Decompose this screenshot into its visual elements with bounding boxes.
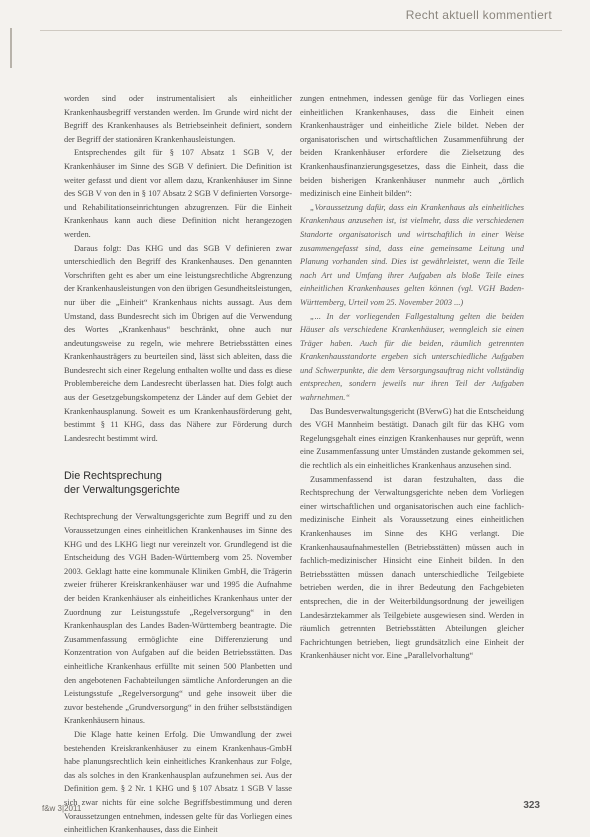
body-paragraph: Rechtsprechung der Verwaltungsgerichte zum Begriff und zu den Voraussetzungen eines einheitlichen Krankenhauses im Sinne des KHG und des LKHG liegt nur vereinzelt vor. Grundlegend ist die Entscheidung des VGH Baden-Württemberg vom 25. November 2003. Geklagt hatte eine kommunale Kliniken GmbH, die Trägerin zweier früherer Kreiskrankenhäuser war und 1995 die Aufnahme der beiden Krankenhäuser als einheitliches Krankenhaus unter der Zuordnung zur Leistungsstufe „Regelversorgung“ in den Krankenhausplan des Landes Baden-Württemberg beantragte. Die Zusammenfassung ermöglichte eine Differenzierung und Konzentration von Aufgaben auf die beiden Betriebsstätten. Das einheitliche Krankenhaus erfüllte mit seinen 500 Planbetten und den angebotenen Fachabteilungen sämtliche Anforderungen an die Leistungsstufe „Regelversorgung“ und gehe insoweit über die zuvor bestehende „Grundversorgung“ in den früher selbstständigen Krankenhäusern hinaus. (64, 512, 292, 726)
body-paragraph: Zusammenfassend ist daran festzuhalten, dass die Rechtsprechung der Verwaltungsgerichte neben dem Vorliegen einer wirtschaftlichen und organisatorischen auch eine fachlich-medizinische Einheit als Voraussetzung eines einheitlichen Krankenhauses im Sinne des KHG verlangt. Die Krankenhausaufnahmestellen (Betriebsstätten) müssen auch in fachlich-medizinischer Hinsicht eine Einheit bilden. In den Betriebsstätten müssen danach unterschiedliche Teilgebiete betrieben werden, die in ihrer Bedeutung den Fachgebieten entsprechen, die in der Weiterbildungsordnung der jeweiligen Landesärztekammer als Teilgebiete ausgewiesen sind. Werden in räumlich getrennten Betriebsstätten Abteilungen gleicher Fachrichtungen betrieben, liegt grundsätzlich eine Einheit der Krankenhäuser nicht vor. Eine „Parallelvorhaltung“ (300, 474, 524, 661)
quote-paragraph: „... In der vorliegenden Fallgestaltung gelten die beiden Häuser als verschiedene Krankenhäuser, wenngleich sie einen Träger haben. Auch für die beiden, räumlich getrennten Krankenhausstandorte ergeben sich unterschiedliche Aufgaben und Schwerpunkte, die dem Versorgungsauftrag nicht vollständig entsprechen, sondern jeweils nur ihren Teil der Aufgaben wahrnehmen.“ (300, 311, 524, 403)
body-paragraph: zungen entnehmen, indessen genüge für das Vorliegen eines einheitlichen Krankenhauses, dass die Einheit einen Krankenhausträger und einheitliche Ziele bildet. Neben der organisatorischen und wirtschaftlichen Zusammenführung der beiden Krankenhäuser erfordere die Zielsetzung des Krankenhausfinanzierungsgesetzes, dass die Einheit, dass die beiden bisherigen Krankenhäuser nunmehr auch „örtlich medizinisch eine Einheit bilden“: (300, 94, 524, 199)
margin-mark (10, 28, 12, 68)
right-column (300, 92, 524, 663)
body-paragraph: Das Bundesverwaltungsgericht (BVerwG) hat die Entscheidung des VGH Mannheim bestätigt. Danach gilt für das KHG vom Regelungsgehalt eines einzigen Krankenhauses nur geprüft, wenn eine Zusammenfassung unter Umständen zustande gekommen sei, die rechtlich als ein einheitliches Krankenhaus anzusehen sind. (300, 406, 524, 471)
body-paragraph: Entsprechendes gilt für § 107 Absatz 1 SGB V, der Krankenhäuser im Sinne des SGB V definiert. Die Definition ist weiter gefasst und dient vor allem dazu, Krankenhäuser im Sinne des SGB V von den in § 107 Absatz 2 SGB V definierten Vorsorge- und Rehabilitationseinrichtungen abzugrenzen. Für die Einheit Krankenhaus kann auch diese Definition nicht herangezogen werden. (64, 148, 292, 239)
section-heading (64, 469, 292, 497)
running-header-title: Recht aktuell kommentiert (405, 8, 552, 22)
section-heading-line: Die Rechtsprechung (64, 470, 162, 483)
quote-paragraph: „Voraussetzung dafür, dass ein Krankenhaus als einheitliches Krankenhaus anzusehen ist, ist vielmehr, dass die verschiedenen Standorte organisatorisch und wirtschaftlich in einer Weise zusammengefasst sind, dass eine gemeinsame Leitung und Planung vorhanden sind. Dies ist gewährleistet, wenn die Teile nach Art und Umfang ihrer Aufgaben als bloße Teile eines einheitlichen Krankenhauses gelten können (vgl. VGH Baden-Württemberg, Urteil vom 25. November 2003 ...) (300, 202, 524, 307)
section-heading-line: der Verwaltungsgerichte (64, 484, 180, 497)
body-paragraph: Die Klage hatte keinen Erfolg. Die Umwandlung der zwei bestehenden Kreiskrankenhäuser zu einem Krankenhaus-GmbH habe planungsrechtlich kein einheitliches Krankenhaus zur Folge, das als solches in den Krankenhausplan aufzunehmen sei. Aus der Definition gem. § 2 Nr. 1 KHG und § 107 Absatz 1 SGB V lasse sich zwar nichts für eine solche Begriffsbestimmung und deren Voraussetzungen entnehmen, indessen gelte für das Vorliegen eines einheitlichen Krankenhauses, dass die Einheit (64, 729, 292, 835)
page-number: 323 (523, 800, 540, 811)
body-paragraph: Daraus folgt: Das KHG und das SGB V definieren zwar unterschiedlich den Begriff des Krankenhauses. Den genannten Vorschriften geht es aber um eine leistungsrechtliche Abgrenzung der Krankenhausleistungen von den übrigen Gesundheitsleistungen, nur über die „Einheit“ Krankenhaus nichts aussagt. Aus dem Umstand, dass Bundesrecht sich im Übrigen auf die Verwendung des Wortes „Krankenhaus“ beschränkt, ohne auch nur andeutungsweise zu regeln, wie mehrere Betriebsstätten eines Krankenhausträgers zu beurteilen sind, lässt sich ableiten, dass die Bundesrecht sich einer Regelung enthalten wollte und dass es diese Problembereiche dem Landesrecht überlassen hat. Dies folgt auch aus der Gesetzgebungskompetenz der Länder auf dem Gebiet der Krankenhausplanung. Soweit es um Krankenhausförderung geht, bestimmt § 11 KHG, dass das Nähere zur Förderung durch Landesrecht bestimmt wird. (64, 243, 292, 443)
left-column (64, 92, 292, 837)
body-paragraph: worden sind oder instrumentalisiert als einheitlicher Krankenhausbegriff verstanden werden. Im Grunde wird nicht der Begriff des Krankenhauses als Betriebseinheit definiert, sondern der Begriff der stationären Krankenhausleistungen. (64, 94, 292, 144)
journal-footer: f&w 3|2011 (42, 804, 82, 813)
